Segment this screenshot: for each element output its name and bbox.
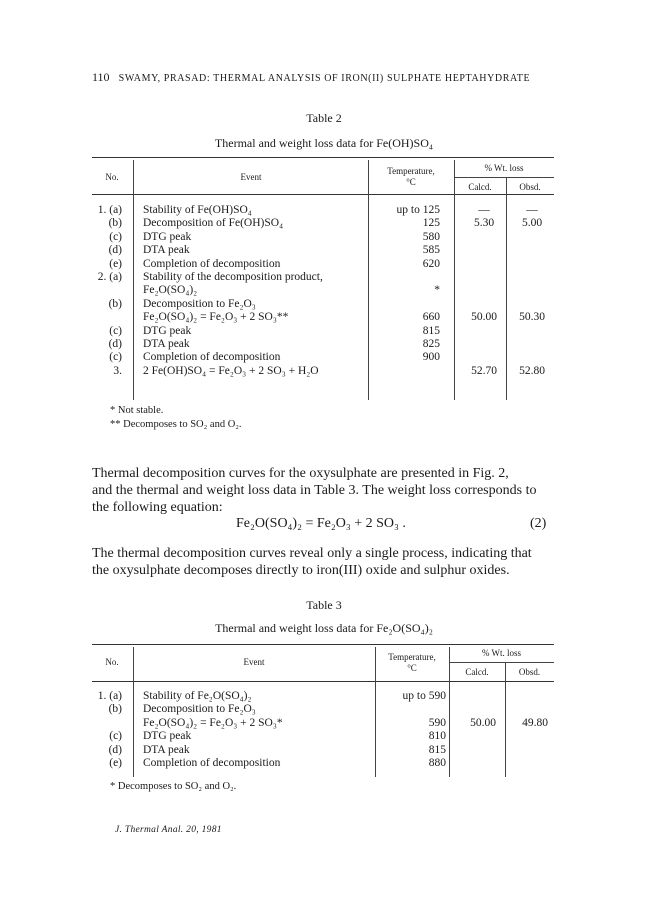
- table-row: [0, 757, 648, 770]
- row-event: Decomposition to Fe₂O₃: [143, 297, 256, 310]
- row-temperature: 815: [422, 324, 440, 337]
- table3-wtloss-rule: [449, 662, 554, 663]
- row-event: Completion of decomposition: [143, 757, 281, 769]
- row-temperature: up to 590: [402, 690, 446, 702]
- table3-title: Thermal and weight loss data for Fe₂O(SO₄)₂: [215, 621, 433, 635]
- row-temperature: 585: [422, 244, 440, 257]
- equation: Fe₂O(SO₄)₂ = Fe₂O₃ + 2 SO₃ .: [236, 516, 406, 531]
- row-event: Stability of Fe₂O(SO₄)₂: [143, 690, 252, 702]
- row-event: 2 Fe(OH)SO₄ = Fe₂O₃ + 2 SO₃ + H₂O: [143, 364, 319, 377]
- row-number: (c): [109, 730, 122, 743]
- table-row: [0, 217, 648, 230]
- row-number: (d): [108, 743, 122, 756]
- row-obsd: 50.30: [519, 311, 545, 324]
- table3-top-rule: [92, 644, 554, 645]
- row-temperature: up to 125: [396, 204, 440, 216]
- table3-label: Table 3: [306, 598, 342, 612]
- table-row: [0, 365, 648, 378]
- table3-header-no: No.: [105, 657, 119, 667]
- row-event: Completion of decomposition: [143, 257, 281, 270]
- table-row: [0, 338, 648, 351]
- table-row: [0, 744, 648, 757]
- row-calcd: 52.70: [471, 364, 497, 377]
- journal-footer: J. Thermal Anal. 20, 1981: [115, 825, 222, 835]
- table3-header-obsd: Obsd.: [518, 667, 541, 677]
- paragraph-1: Thermal decomposition curves for the oxysulphate are presented in Fig. 2, and the thermal and weight loss data in Table 3. The weight loss corresponds to the following equation:: [92, 466, 537, 515]
- row-event: DTG peak: [143, 230, 192, 243]
- table2-header-event: Event: [240, 172, 262, 182]
- row-event: Decomposition to Fe₂O₃: [143, 703, 256, 716]
- table-row: [0, 271, 648, 284]
- table2-header-rule: [92, 194, 554, 195]
- row-number: (c): [109, 351, 122, 364]
- row-number: 2. (a): [97, 271, 122, 283]
- row-number: (e): [109, 757, 122, 769]
- table3-header-calcd: Calcd.: [465, 667, 489, 677]
- table2-label: Table 2: [306, 111, 342, 125]
- row-number: (c): [109, 324, 122, 337]
- row-temperature: 825: [422, 338, 440, 350]
- row-event: Completion of decomposition: [143, 351, 281, 364]
- table2-note: * Not stable.: [110, 405, 164, 416]
- table2-wtloss-rule: [454, 177, 554, 178]
- table-row: [0, 703, 648, 716]
- table2-header-obsd: Obsd.: [519, 182, 541, 192]
- table2-title: Thermal and weight loss data for Fe(OH)SO₄: [214, 136, 434, 150]
- page-number: 110: [92, 70, 110, 84]
- row-obsd: 52.80: [519, 364, 545, 377]
- row-temperature: 815: [428, 743, 446, 756]
- table-row: [0, 717, 648, 730]
- running-title: SWAMY, PRASAD: THERMAL ANALYSIS OF IRON(II) SULPHATE HEPTAHYDRATE: [118, 73, 531, 84]
- table2-note: ** Decomposes to SO₂ and O₂.: [110, 419, 242, 430]
- row-number: (d): [108, 244, 122, 257]
- row-temperature: 590: [428, 716, 446, 729]
- table3-header-temperature: Temperature, °C: [388, 652, 436, 673]
- row-obsd: 5.00: [521, 217, 543, 230]
- row-temperature: 125: [422, 217, 440, 230]
- table3-header-rule: [92, 681, 554, 682]
- row-calcd: 50.00: [471, 311, 497, 324]
- row-calcd: 50.00: [470, 716, 496, 729]
- table-row: [0, 690, 648, 703]
- row-temperature: 580: [422, 230, 440, 243]
- table-row: [0, 311, 648, 324]
- row-number: 3.: [113, 364, 122, 377]
- table-row: [0, 284, 648, 297]
- row-temperature: *: [434, 284, 440, 297]
- table3-header-event: Event: [243, 657, 265, 667]
- row-event: DTA peak: [143, 743, 190, 756]
- table-row: [0, 298, 648, 311]
- row-event: DTA peak: [143, 338, 190, 350]
- row-obsd: —: [526, 204, 538, 216]
- table-row: [0, 244, 648, 257]
- row-event: DTG peak: [143, 730, 192, 743]
- row-event: Stability of Fe(OH)SO₄: [143, 204, 252, 216]
- table2-header-calcd: Calcd.: [468, 182, 492, 192]
- row-number: (c): [109, 230, 122, 243]
- row-calcd: 5.30: [473, 217, 495, 230]
- table-row: [0, 231, 648, 244]
- row-temperature: 810: [428, 730, 446, 743]
- row-event: DTA peak: [143, 244, 190, 257]
- table-row: [0, 204, 648, 217]
- running-header: [92, 70, 530, 85]
- row-event: DTG peak: [143, 324, 192, 337]
- row-number: (b): [108, 703, 122, 716]
- row-event: Decomposition of Fe(OH)SO₄: [143, 217, 284, 230]
- table2-header-no: No.: [105, 172, 119, 182]
- row-event: Stability of the decomposition product,: [143, 271, 323, 283]
- row-number: (b): [108, 217, 122, 230]
- paragraph-2: The thermal decomposition curves reveal only a single process, indicating that the oxysulphate decomposes directly to iron(III) oxide and sulphur oxides.: [92, 546, 532, 578]
- row-temperature: 880: [428, 757, 446, 769]
- row-calcd: —: [478, 204, 490, 216]
- row-event: Fe₂O(SO₄)₂ = Fe₂O₃ + 2 SO₃*: [143, 716, 283, 729]
- row-number: (b): [108, 297, 122, 310]
- table-row: [0, 325, 648, 338]
- row-temperature: 900: [422, 351, 440, 364]
- table3-header-wtloss: % Wt. loss: [481, 648, 522, 658]
- table2-header-wtloss: % Wt. loss: [484, 163, 524, 173]
- row-event: Fe₂O(SO₄)₂: [143, 284, 198, 297]
- table-row: [0, 730, 648, 743]
- table2-top-rule: [92, 157, 554, 158]
- row-temperature: 620: [422, 257, 440, 270]
- row-temperature: 660: [422, 311, 440, 324]
- row-number: 1. (a): [97, 204, 122, 216]
- row-number: (d): [108, 338, 122, 350]
- table2-header-temperature: Temperature, °C: [387, 166, 435, 187]
- row-event: Fe₂O(SO₄)₂ = Fe₂O₃ + 2 SO₃**: [143, 311, 289, 324]
- row-number: 1. (a): [97, 690, 122, 702]
- row-number: (e): [109, 257, 122, 270]
- row-obsd: 49.80: [522, 716, 548, 729]
- equation-number: (2): [530, 516, 547, 531]
- table-row: [0, 258, 648, 271]
- table-row: [0, 351, 648, 364]
- table3-note: * Decomposes to SO₂ and O₂.: [110, 781, 237, 792]
